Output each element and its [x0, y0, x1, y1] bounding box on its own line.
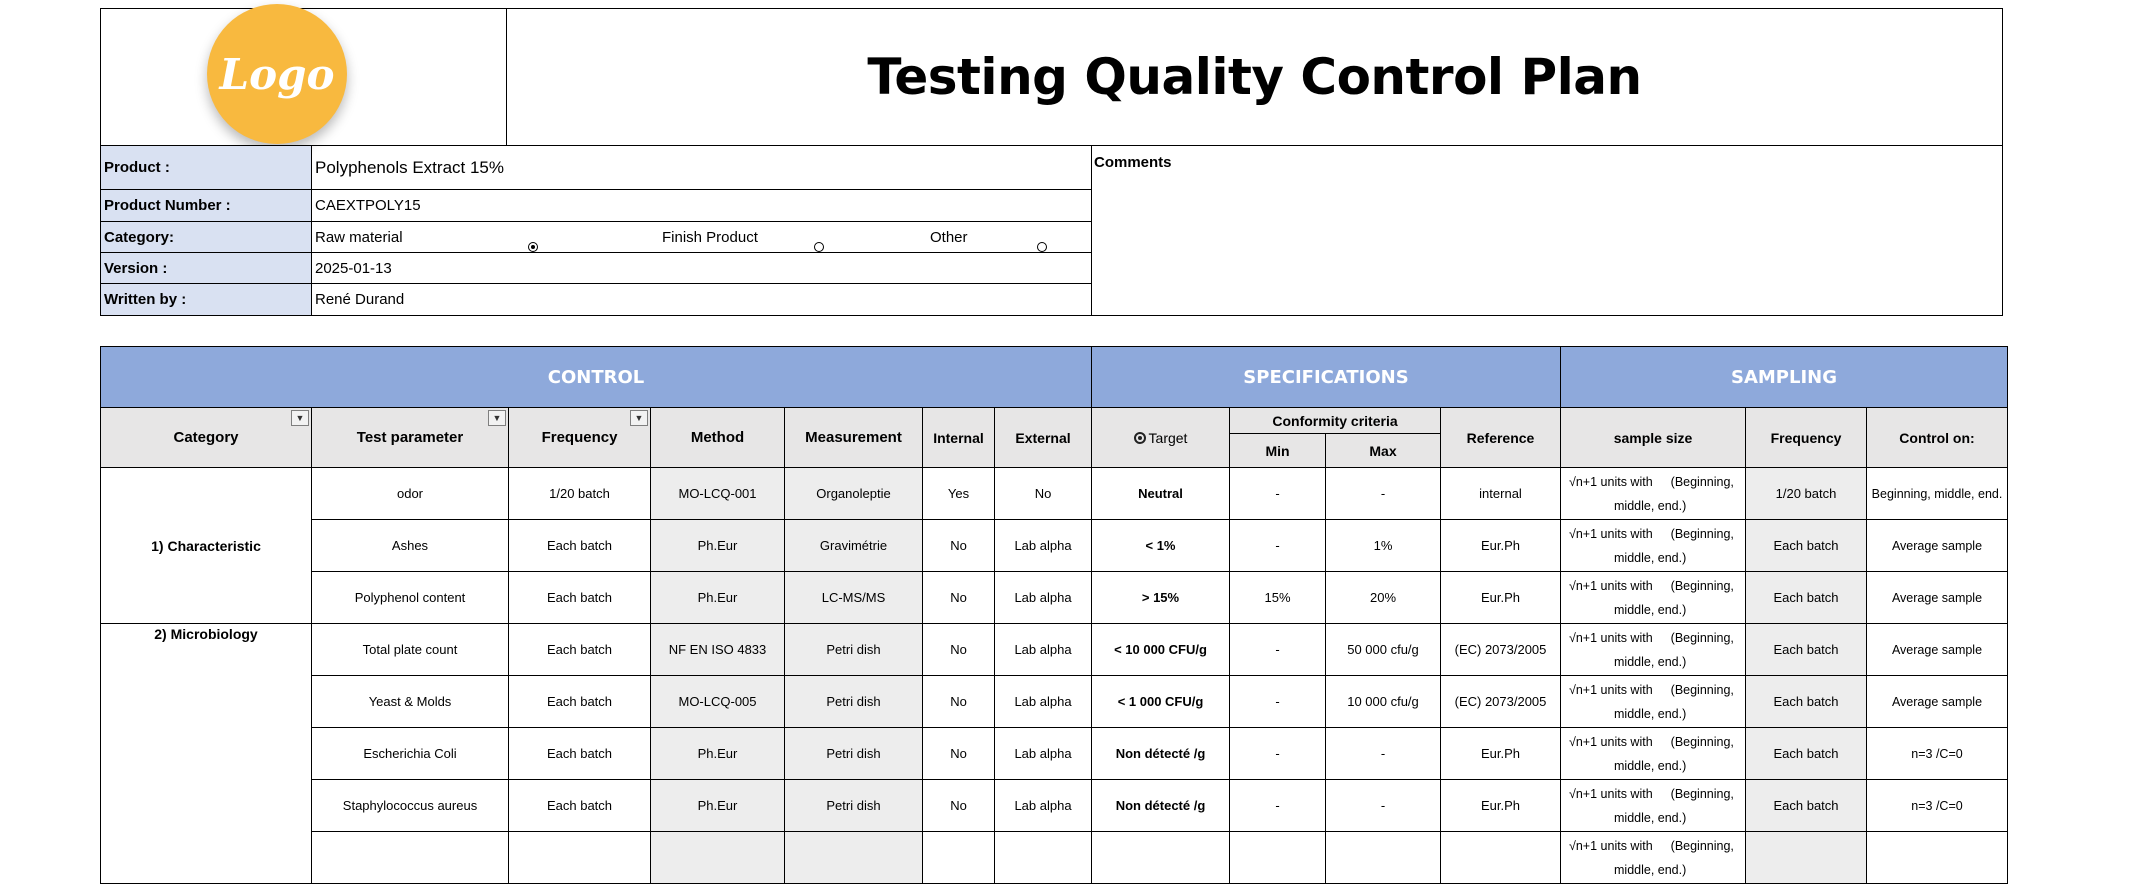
- sample-size-cell[interactable]: [1561, 468, 1746, 520]
- control-on-cell[interactable]: Average sample: [1867, 676, 2008, 728]
- min-cell[interactable]: -: [1230, 728, 1326, 780]
- sample-size-cell[interactable]: [1561, 780, 1746, 832]
- table-row: [101, 780, 2008, 832]
- sample-size-line2: middle, end.): [1614, 810, 1687, 825]
- sample-size-text: [1561, 470, 1745, 518]
- product-number-row: [101, 189, 1091, 221]
- table-row: [101, 572, 2008, 624]
- reference-cell[interactable]: (EC) 2073/2005: [1441, 676, 1561, 728]
- sample-size-line2: middle, end.): [1614, 498, 1687, 513]
- category-label: Category:: [101, 222, 312, 252]
- measurement-cell[interactable]: [785, 832, 923, 884]
- product-value[interactable]: Polyphenols Extract 15%: [315, 157, 504, 177]
- external-cell[interactable]: No: [995, 468, 1092, 520]
- min-cell[interactable]: -: [1230, 520, 1326, 572]
- sample-size-line1b: (Beginning,: [1670, 734, 1734, 749]
- col-measurement: Measurement: [785, 408, 923, 468]
- reference-cell[interactable]: [1441, 832, 1561, 884]
- sampling-frequency-cell[interactable]: Each batch: [1746, 624, 1867, 676]
- target-cell[interactable]: Non détecté /g: [1092, 780, 1230, 832]
- sample-size-line1: √n+1 units with: [1569, 838, 1653, 853]
- internal-cell[interactable]: No: [923, 676, 995, 728]
- method-cell[interactable]: Ph.Eur: [651, 728, 785, 780]
- sample-size-text: [1561, 782, 1745, 830]
- logo-cell: [101, 9, 507, 145]
- version-row: [101, 252, 1091, 283]
- page-title: Testing Quality Control Plan: [867, 48, 1642, 106]
- sampling-frequency-cell[interactable]: Each batch: [1746, 780, 1867, 832]
- measurement-cell[interactable]: Petri dish: [785, 728, 923, 780]
- min-cell[interactable]: [1230, 832, 1326, 884]
- control-on-cell[interactable]: Average sample: [1867, 624, 2008, 676]
- sample-size-line1: √n+1 units with: [1569, 734, 1653, 749]
- col-category-label: Category: [173, 429, 239, 446]
- frequency-cell[interactable]: Each batch: [509, 624, 651, 676]
- internal-cell[interactable]: No: [923, 624, 995, 676]
- test-parameter-cell[interactable]: odor: [312, 468, 509, 520]
- target-cell[interactable]: < 1 000 CFU/g: [1092, 676, 1230, 728]
- measurement-cell[interactable]: LC-MS/MS: [785, 572, 923, 624]
- logo-text: Logo: [219, 49, 335, 99]
- col-internal: Internal: [923, 408, 995, 468]
- product-label: Product :: [101, 146, 312, 189]
- test-parameter-cell[interactable]: Ashes: [312, 520, 509, 572]
- reference-cell[interactable]: Eur.Ph: [1441, 728, 1561, 780]
- written-by-label: Written by :: [101, 284, 312, 315]
- table-row: [101, 728, 2008, 780]
- max-cell[interactable]: 10 000 cfu/g: [1326, 676, 1441, 728]
- external-cell[interactable]: Lab alpha: [995, 572, 1092, 624]
- sample-size-cell[interactable]: [1561, 572, 1746, 624]
- filter-dropdown-icon[interactable]: ▼: [291, 410, 309, 426]
- category-cell: [101, 468, 312, 624]
- category-label: 1) Characteristic: [151, 537, 261, 554]
- col-target-label: Target: [1148, 429, 1188, 446]
- sample-size-line2: middle, end.): [1614, 758, 1687, 773]
- sample-size-line1b: (Beginning,: [1670, 578, 1734, 593]
- sampling-frequency-cell[interactable]: [1746, 832, 1867, 884]
- internal-cell[interactable]: No: [923, 728, 995, 780]
- sampling-frequency-cell[interactable]: Each batch: [1746, 572, 1867, 624]
- max-cell[interactable]: 1%: [1326, 520, 1441, 572]
- method-cell[interactable]: Ph.Eur: [651, 780, 785, 832]
- method-cell[interactable]: [651, 832, 785, 884]
- sample-size-text: [1561, 730, 1745, 778]
- sample-size-line1: √n+1 units with: [1569, 578, 1653, 593]
- sample-size-line2: middle, end.): [1614, 602, 1687, 617]
- sample-size-line2: middle, end.): [1614, 706, 1687, 721]
- target-cell[interactable]: Neutral: [1092, 468, 1230, 520]
- measurement-cell[interactable]: Organoleptie: [785, 468, 923, 520]
- min-cell[interactable]: 15%: [1230, 572, 1326, 624]
- sample-size-line2: middle, end.): [1614, 550, 1687, 565]
- col-min: Min: [1230, 434, 1326, 468]
- reference-cell[interactable]: (EC) 2073/2005: [1441, 624, 1561, 676]
- version-value[interactable]: 2025-01-13: [315, 259, 392, 277]
- col-max: Max: [1326, 434, 1441, 468]
- group-specifications: SPECIFICATIONS: [1092, 347, 1561, 408]
- max-cell[interactable]: -: [1326, 728, 1441, 780]
- internal-cell[interactable]: No: [923, 780, 995, 832]
- sample-size-line1b: (Beginning,: [1670, 838, 1734, 853]
- col-target: [1092, 408, 1230, 468]
- col-method: Method: [651, 408, 785, 468]
- sampling-frequency-cell[interactable]: Each batch: [1746, 676, 1867, 728]
- table-row: [101, 468, 2008, 520]
- frequency-cell[interactable]: [509, 832, 651, 884]
- test-parameter-cell[interactable]: Staphylococcus aureus: [312, 780, 509, 832]
- min-cell[interactable]: -: [1230, 676, 1326, 728]
- control-plan-table: [100, 346, 2008, 884]
- sample-size-line1b: (Beginning,: [1670, 526, 1734, 541]
- test-parameter-cell[interactable]: Polyphenol content: [312, 572, 509, 624]
- group-sampling: SAMPLING: [1561, 347, 2008, 408]
- frequency-cell[interactable]: Each batch: [509, 676, 651, 728]
- table-body: [101, 468, 2008, 884]
- table-row: [101, 676, 2008, 728]
- option-raw-material-label: Raw material: [315, 228, 403, 246]
- col-category: [101, 408, 312, 468]
- target-cell[interactable]: < 1%: [1092, 520, 1230, 572]
- method-cell[interactable]: MO-LCQ-001: [651, 468, 785, 520]
- sample-size-line1b: (Beginning,: [1670, 682, 1734, 697]
- reference-cell[interactable]: internal: [1441, 468, 1561, 520]
- test-parameter-cell[interactable]: Escherichia Coli: [312, 728, 509, 780]
- sample-size-text: [1561, 626, 1745, 674]
- option-finish-product-label: Finish Product: [662, 228, 758, 246]
- version-label: Version :: [101, 253, 312, 283]
- reference-cell[interactable]: Eur.Ph: [1441, 572, 1561, 624]
- sample-size-cell[interactable]: [1561, 676, 1746, 728]
- control-on-cell[interactable]: Average sample: [1867, 520, 2008, 572]
- frequency-cell[interactable]: Each batch: [509, 780, 651, 832]
- external-cell[interactable]: Lab alpha: [995, 676, 1092, 728]
- test-parameter-cell[interactable]: Yeast & Molds: [312, 676, 509, 728]
- col-test-parameter: [312, 408, 509, 468]
- sample-size-cell[interactable]: [1561, 832, 1746, 884]
- sample-size-text: [1561, 834, 1745, 882]
- table-row: [101, 832, 2008, 884]
- logo: [207, 4, 347, 144]
- control-on-cell[interactable]: [1867, 832, 2008, 884]
- reference-cell[interactable]: Eur.Ph: [1441, 520, 1561, 572]
- sample-size-text: [1561, 522, 1745, 570]
- sample-size-line2: middle, end.): [1614, 654, 1687, 669]
- target-icon: [1134, 432, 1146, 444]
- sample-size-line1: √n+1 units with: [1569, 526, 1653, 541]
- target-cell[interactable]: < 10 000 CFU/g: [1092, 624, 1230, 676]
- col-external: External: [995, 408, 1092, 468]
- target-cell[interactable]: Non détecté /g: [1092, 728, 1230, 780]
- control-on-cell[interactable]: Average sample: [1867, 572, 2008, 624]
- reference-cell[interactable]: Eur.Ph: [1441, 780, 1561, 832]
- measurement-cell[interactable]: Petri dish: [785, 780, 923, 832]
- option-other-radio[interactable]: [1037, 242, 1047, 252]
- col-frequency: [509, 408, 651, 468]
- category-row: [101, 221, 1091, 252]
- external-cell[interactable]: Lab alpha: [995, 520, 1092, 572]
- option-finish-product-radio[interactable]: [814, 242, 824, 252]
- comments-label: Comments: [1094, 154, 1172, 171]
- target-cell[interactable]: > 15%: [1092, 572, 1230, 624]
- written-by-value[interactable]: René Durand: [315, 291, 405, 308]
- control-on-cell[interactable]: Beginning, middle, end.: [1867, 468, 2008, 520]
- sample-size-line2: middle, end.): [1614, 862, 1687, 877]
- sample-size-cell[interactable]: [1561, 624, 1746, 676]
- product-number-value[interactable]: CAEXTPOLY15: [315, 197, 421, 214]
- measurement-cell[interactable]: Petri dish: [785, 676, 923, 728]
- min-cell[interactable]: -: [1230, 468, 1326, 520]
- external-cell[interactable]: Lab alpha: [995, 780, 1092, 832]
- target-cell[interactable]: [1092, 832, 1230, 884]
- internal-cell[interactable]: No: [923, 520, 995, 572]
- frequency-cell[interactable]: 1/20 batch: [509, 468, 651, 520]
- frequency-cell[interactable]: Each batch: [509, 520, 651, 572]
- col-frequency-label: Frequency: [541, 429, 618, 446]
- max-cell[interactable]: 50 000 cfu/g: [1326, 624, 1441, 676]
- internal-cell[interactable]: No: [923, 572, 995, 624]
- sampling-frequency-cell[interactable]: Each batch: [1746, 520, 1867, 572]
- comments-cell[interactable]: [1091, 145, 2002, 315]
- external-cell[interactable]: Lab alpha: [995, 624, 1092, 676]
- max-cell[interactable]: -: [1326, 780, 1441, 832]
- min-cell[interactable]: -: [1230, 624, 1326, 676]
- sampling-frequency-cell[interactable]: 1/20 batch: [1746, 468, 1867, 520]
- min-cell[interactable]: -: [1230, 780, 1326, 832]
- measurement-cell[interactable]: Petri dish: [785, 624, 923, 676]
- col-control-on: Control on:: [1867, 408, 2008, 468]
- col-sampling-frequency: Frequency: [1746, 408, 1867, 468]
- frequency-cell[interactable]: Each batch: [509, 572, 651, 624]
- sample-size-line1: √n+1 units with: [1569, 630, 1653, 645]
- sample-size-cell[interactable]: [1561, 728, 1746, 780]
- internal-cell[interactable]: [923, 832, 995, 884]
- method-cell[interactable]: MO-LCQ-005: [651, 676, 785, 728]
- control-on-cell[interactable]: n=3 /C=0: [1867, 728, 2008, 780]
- sample-size-line1b: (Beginning,: [1670, 630, 1734, 645]
- sample-size-line1b: (Beginning,: [1670, 786, 1734, 801]
- method-cell[interactable]: NF EN ISO 4833: [651, 624, 785, 676]
- option-other-label: Other: [930, 228, 968, 246]
- control-on-cell[interactable]: n=3 /C=0: [1867, 780, 2008, 832]
- filter-dropdown-icon[interactable]: ▼: [488, 410, 506, 426]
- sample-size-line1b: (Beginning,: [1670, 474, 1734, 489]
- test-parameter-cell[interactable]: [312, 832, 509, 884]
- category-options: [312, 222, 1091, 252]
- written-by-row: [101, 283, 1091, 315]
- table-row: [101, 520, 2008, 572]
- col-sample-size: sample size: [1561, 408, 1746, 468]
- method-cell[interactable]: Ph.Eur: [651, 520, 785, 572]
- col-conformity-criteria: Conformity criteria: [1230, 408, 1441, 434]
- category-label: 2) Microbiology: [154, 626, 258, 642]
- internal-cell[interactable]: Yes: [923, 468, 995, 520]
- col-reference: Reference: [1441, 408, 1561, 468]
- sample-size-line1: √n+1 units with: [1569, 786, 1653, 801]
- max-cell[interactable]: -: [1326, 468, 1441, 520]
- col-test-parameter-label: Test parameter: [356, 429, 464, 446]
- sample-size-text: [1561, 574, 1745, 622]
- sample-size-line1: √n+1 units with: [1569, 474, 1653, 489]
- sample-size-cell[interactable]: [1561, 520, 1746, 572]
- category-cell: [101, 624, 312, 884]
- max-cell[interactable]: [1326, 832, 1441, 884]
- external-cell[interactable]: [995, 832, 1092, 884]
- sample-size-text: [1561, 678, 1745, 726]
- header-block: [100, 8, 2003, 316]
- external-cell[interactable]: Lab alpha: [995, 728, 1092, 780]
- frequency-cell[interactable]: Each batch: [509, 728, 651, 780]
- title-cell: [507, 9, 2002, 145]
- table-row: [101, 624, 2008, 676]
- filter-dropdown-icon[interactable]: ▼: [630, 410, 648, 426]
- max-cell[interactable]: 20%: [1326, 572, 1441, 624]
- sample-size-line1: √n+1 units with: [1569, 682, 1653, 697]
- group-control: CONTROL: [101, 347, 1092, 408]
- sampling-frequency-cell[interactable]: Each batch: [1746, 728, 1867, 780]
- option-raw-material-radio[interactable]: [528, 242, 538, 252]
- method-cell[interactable]: Ph.Eur: [651, 572, 785, 624]
- test-parameter-cell[interactable]: Total plate count: [312, 624, 509, 676]
- product-row: [101, 145, 1091, 189]
- measurement-cell[interactable]: Gravimétrie: [785, 520, 923, 572]
- product-number-label: Product Number :: [101, 190, 312, 221]
